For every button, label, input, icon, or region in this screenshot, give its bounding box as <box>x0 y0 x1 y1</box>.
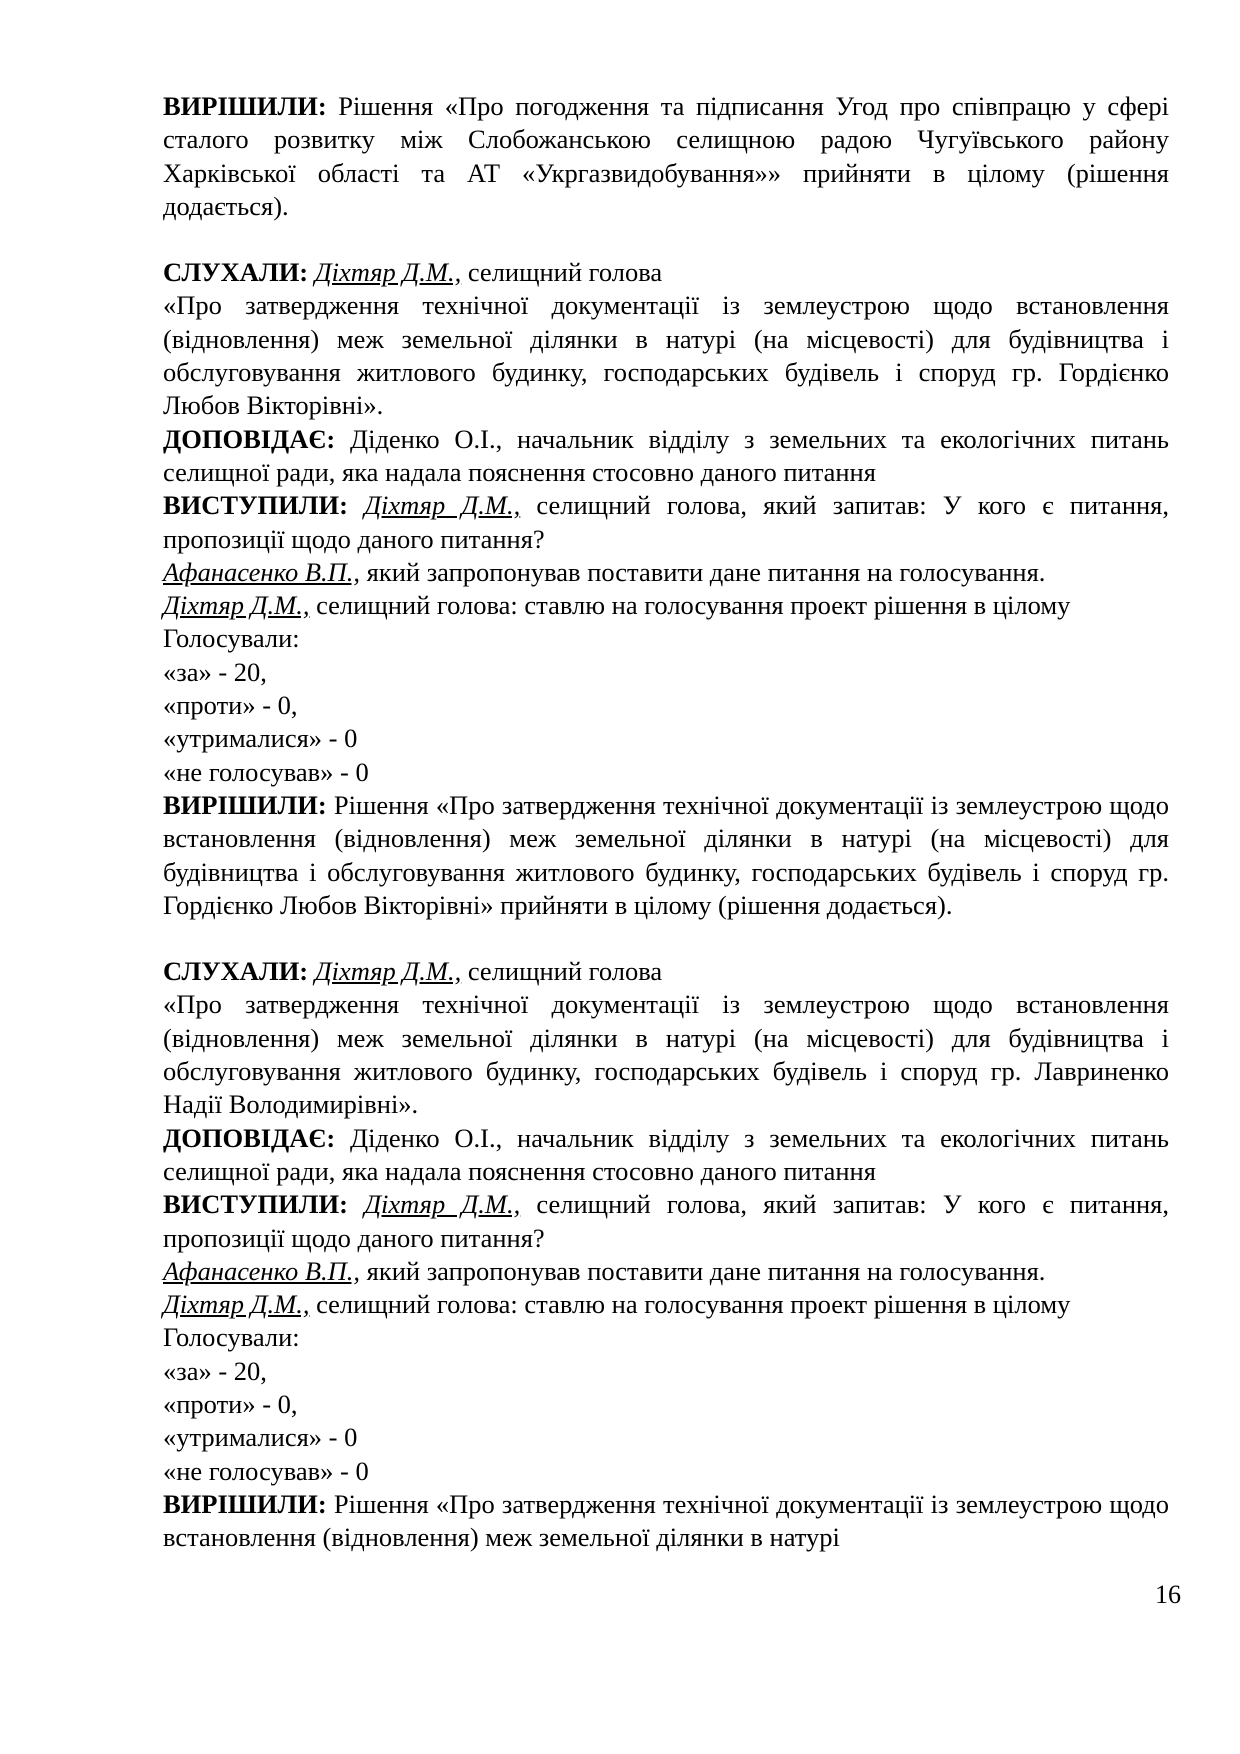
decision-text: Рішення «Про затвердження технічної документації із землеустрою щодо встановлення (відновлення) меж земельної ділянки в натурі (на місцевості) для будівництва і обслуговування житлового будинку, господарських будівель і споруд гр. Гордієнко Любов Вікторівні» прийняти в цілому (рішення додається). <box>163 789 1169 920</box>
decision-paragraph <box>163 789 1169 922</box>
heard-label: СЛУХАЛИ: <box>163 257 309 288</box>
report-paragraph <box>163 1122 1169 1189</box>
proposer-name: Афанасенко В.П., <box>163 1255 361 1286</box>
chair-line <box>163 589 1169 622</box>
topic-text: «Про затвердження технічної документації із землеустрою щодо встановлення (відновлення) меж земельної ділянки в натурі (на місцевості) для будівництва і обслуговування житлового будинку, господарських будівель і споруд гр. Лавриненко Надії Володимирівні». <box>163 989 1169 1120</box>
vote-against: «проти» - 0, <box>163 690 298 721</box>
proposer-name: Афанасенко В.П., <box>163 556 361 587</box>
chair-name: Діхтяр Д.М., <box>163 590 310 621</box>
report-paragraph <box>163 423 1169 490</box>
report-text: Діденко О.І., начальник відділу з земельних та екологічних питань селищної ради, яка надала пояснення стосовно даного питання <box>163 423 1169 487</box>
topic-text: «Про затвердження технічної документації із землеустрою щодо встановлення (відновлення) меж земельної ділянки в натурі (на місцевості) для будівництва і обслуговування житлового будинку, господарських будівель і споруд гр. Гордієнко Любов Вікторівні». <box>163 290 1169 421</box>
spoke-label: ВИСТУПИЛИ: <box>163 490 348 521</box>
chair-line <box>163 1288 1169 1321</box>
chair-text: селищний голова: ставлю на голосування проект рішення в цілому <box>309 590 1071 621</box>
proposal-text: який запропонував поставити дане питання на голосування. <box>360 556 1046 587</box>
decision-paragraph <box>163 90 1169 223</box>
speaker-role: селищний голова <box>461 956 663 987</box>
section-gap <box>163 922 1169 955</box>
agenda-item <box>163 955 1169 1554</box>
speaker-name: Діхтяр Д.М., <box>314 257 462 288</box>
proposal-line <box>163 556 1169 589</box>
heard-label: СЛУХАЛИ: <box>163 956 309 987</box>
report-label: ДОПОВІДАЄ: <box>163 1122 336 1153</box>
agenda-item <box>163 256 1169 922</box>
vote-abstained: «утрималися» - 0 <box>163 1422 358 1453</box>
document-page <box>163 90 1169 1554</box>
heard-line <box>163 955 1169 988</box>
speaker-name: Діхтяр Д.М., <box>364 490 521 521</box>
heard-line <box>163 256 1169 289</box>
proposal-text: який запропонував поставити дане питання на голосування. <box>360 1255 1046 1286</box>
speaker-role: селищний голова <box>461 257 663 288</box>
report-label: ДОПОВІДАЄ: <box>163 423 336 454</box>
decision-label: ВИРІШИЛИ: <box>163 1488 327 1519</box>
spoke-label: ВИСТУПИЛИ: <box>163 1189 348 1220</box>
spoke-text: селищний голова, який запитав: У кого є питання, пропозиції щодо даного питання? <box>163 490 1169 554</box>
decision-label: ВИРІШИЛИ: <box>163 789 327 820</box>
vote-abstained: «утрималися» - 0 <box>163 723 358 754</box>
voted-label: Голосували: <box>163 623 300 654</box>
chair-text: селищний голова: ставлю на голосування проект рішення в цілому <box>309 1289 1071 1320</box>
section-gap <box>163 223 1169 256</box>
report-text: Діденко О.І., начальник відділу з земельних та екологічних питань селищної ради, яка надала пояснення стосовно даного питання <box>163 1122 1169 1186</box>
vote-against: «проти» - 0, <box>163 1388 298 1419</box>
spoke-paragraph <box>163 1188 1169 1255</box>
vote-not-voted: «не голосував» - 0 <box>163 756 369 787</box>
chair-name: Діхтяр Д.М., <box>163 1289 310 1320</box>
speaker-name: Діхтяр Д.М., <box>364 1189 521 1220</box>
vote-not-voted: «не голосував» - 0 <box>163 1455 369 1486</box>
decision-text: Рішення «Про погодження та підписання Угод про співпрацю у сфері сталого розвитку між Слобожанською селищною радою Чугуївського району Харківської області та АТ «Укргазвидобування»» прийняти в цілому (рішення додається). <box>163 91 1169 221</box>
proposal-line <box>163 1255 1169 1288</box>
decision-text: Рішення «Про затвердження технічної документації із землеустрою щодо встановлення (відновлення) меж земельної ділянки в натурі <box>163 1488 1169 1553</box>
decision-label: ВИРІШИЛИ: <box>163 91 327 121</box>
spoke-text: селищний голова, який запитав: У кого є питання, пропозиції щодо даного питання? <box>163 1189 1169 1253</box>
spoke-paragraph <box>163 489 1169 556</box>
voted-label: Голосували: <box>163 1322 300 1353</box>
page-number: 16 <box>1155 1580 1181 1609</box>
speaker-name: Діхтяр Д.М., <box>314 956 462 987</box>
vote-for: «за» - 20, <box>163 1355 267 1386</box>
decision-paragraph <box>163 1488 1169 1555</box>
vote-for: «за» - 20, <box>163 656 267 687</box>
